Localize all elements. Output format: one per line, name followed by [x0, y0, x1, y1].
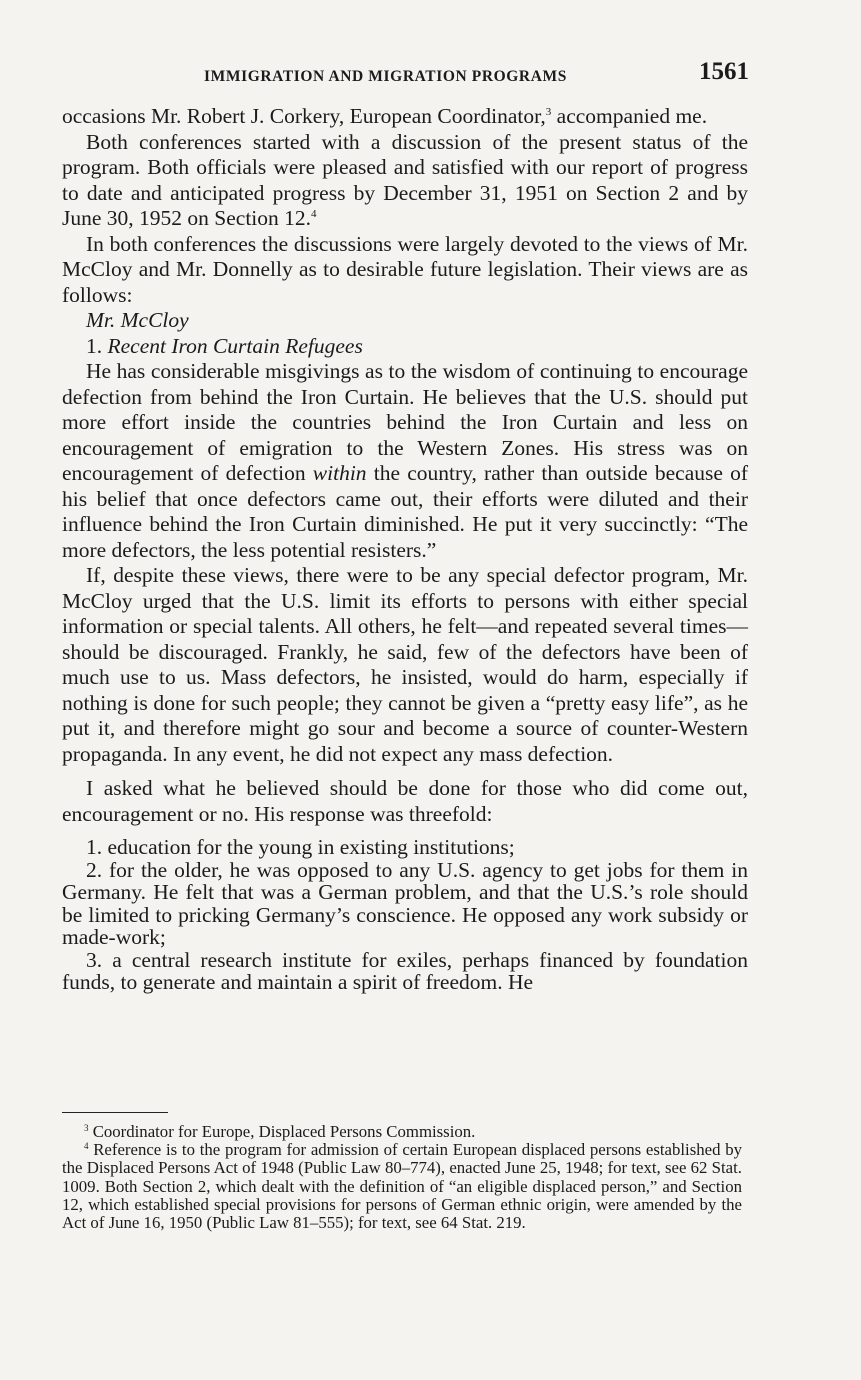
list-item: 1. education for the young in existing institutions; — [86, 835, 515, 859]
footnotes — [62, 1123, 742, 1232]
list-item: 3. a central research institute for exiles, perhaps financed by foundation funds, to generate and maintain a spirit of freedom. He — [62, 947, 748, 994]
paragraph-continued: occasions Mr. Robert J. Corkery, European Coordinator,$^3$ accompanied me. — [62, 104, 708, 128]
paragraph-views: In both conferences the discussions were largely devoted to the views of Mr. McCloy and Mr. Donnelly as to desirable future legislation. Their views are as follows: — [62, 231, 748, 307]
paragraph-question: I asked what he believed should be done for those who did come out, encouragement or no. His response was threefold: — [62, 776, 748, 826]
paragraph-defector-program: If, despite these views, there were to be any special defector program, Mr. McCloy urged that the U.S. limit its efforts to persons with either special information or special talents. All others, he felt—and repeated several times—should be discouraged. Frankly, he said, few of the defectors have been of much use to us. Mass defectors, he insisted, would do harm, especially if nothing is done for such people; they cannot be given a “pretty easy life”, as he put it, and therefore might go sour and become a source of counter-Western propaganda. In any event, he did not expect any mass defection. — [62, 563, 748, 766]
subhead-refugees: 1. Recent Iron Curtain Refugees — [86, 333, 363, 358]
footnote-4: $^4$ Reference is to the program for admission of certain European displaced persons established by the Displaced Persons Act of 1948 (Public Law 80–774), enacted June 25, 1948; for text, see 62 Stat. 1009. Both Section 2, which dealt with the definition of “an eligible displaced person,” and Section 12, which established special provisions for persons of German ethnic origin, were amended by the Act of June 16, 1950 (Public Law 81–555); for text, see 64 Stat. 219. — [62, 1140, 742, 1233]
footnote-ref-3: 3 — [545, 106, 552, 118]
running-head: IMMIGRATION AND MIGRATION PROGRAMS — [204, 68, 567, 85]
paragraph-conferences: Both conferences started with a discussion of the present status of the program. Both officials were pleased and satisfied with our report of progress to date and anticipated progress by December 31, 1951 on Section 2 and by June 30, 1952 on Section 12.$^4$ — [62, 129, 748, 230]
footnote-3: $^3$ Coordinator for Europe, Displaced Persons Commission. — [84, 1122, 476, 1141]
paragraph-misgivings: He has considerable misgivings as to the wisdom of continuing to encourage defection from behind the Iron Curtain. He believes that the U.S. should put more effort inside the countries behind the Iron Curtain and less on encouragement of emigration to the Western Zones. His stress was on encouragement of defection within the country, rather than outside because of his belief that once defectors came out, their efforts were diluted and their influence behind the Iron Curtain diminished. He put it very succinctly: “The more defectors, the less potential resisters.” — [62, 359, 749, 562]
body-text — [62, 104, 748, 994]
page-header — [204, 58, 749, 94]
subhead-mccloy: Mr. McCloy — [86, 308, 189, 332]
list-item: 2. for the older, he was opposed to any U.S. agency to get jobs for them in Germany. He felt that was a German problem, and that the U.S.’s role should be limited to pricking Germany’s conscience. He opposed any work subsidy or made-work; — [62, 857, 748, 949]
footnote-divider — [62, 1112, 168, 1113]
footnote-ref-4: 4 — [311, 208, 317, 220]
page-number: 1561 — [699, 58, 749, 85]
